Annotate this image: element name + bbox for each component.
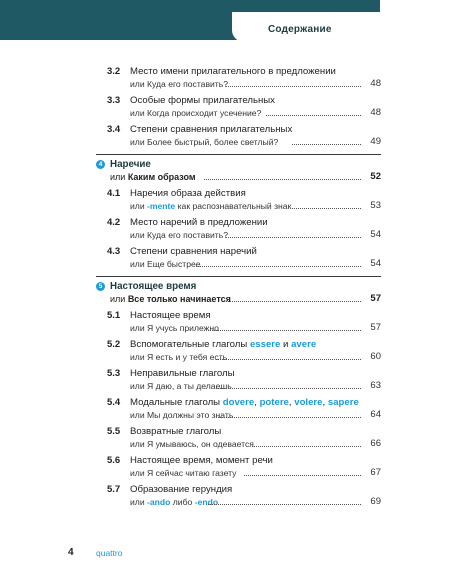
page-number: 66 <box>370 438 381 449</box>
chapter-subtitle: или Все только начинается 57 <box>110 293 381 304</box>
page-number: 67 <box>370 467 381 478</box>
toc-entry[interactable]: 5.6 Настоящее время, момент речи <box>107 455 273 466</box>
toc-entry-sub: или Я умываюсь, он одевается 66 <box>130 438 381 449</box>
toc-entry[interactable]: 5.4 Модальные глаголы dovere, potere, volere, sapere <box>107 397 359 408</box>
page-number: 69 <box>370 496 381 507</box>
toc-entry[interactable]: 5.3 Неправильные глаголы <box>107 368 235 379</box>
page-number: 54 <box>370 229 381 240</box>
table-of-contents <box>96 66 381 508</box>
toc-entry[interactable]: 5.1 Настоящее время <box>107 310 211 321</box>
chapter-badge: 4 <box>96 160 105 169</box>
chapter-heading[interactable]: 5 Настоящее время <box>96 281 381 293</box>
section-title: Содержание <box>268 24 332 35</box>
toc-entry[interactable]: 5.7 Образование герундия <box>107 484 233 495</box>
toc-entry-sub: или Я сейчас читаю газету 67 <box>130 467 381 478</box>
toc-entry-sub: или Когда происходит усечение? 48 <box>130 107 381 118</box>
chapter-badge: 5 <box>96 282 105 291</box>
page-number: 48 <box>370 78 381 89</box>
chapter-divider <box>96 276 381 277</box>
chapter-subtitle: или Каким образом 52 <box>110 171 381 182</box>
toc-entry-sub: или Еще быстрее 54 <box>130 258 381 269</box>
page-number: 63 <box>370 380 381 391</box>
page-number: 60 <box>370 351 381 362</box>
toc-entry[interactable]: 3.4 Степени сравнения прилагательных <box>107 124 293 135</box>
toc-entry[interactable]: 4.3 Степени сравнения наречий <box>107 246 257 257</box>
toc-entry-sub: или -ando либо -endo 69 <box>130 496 381 507</box>
page-number: 57 <box>370 293 381 304</box>
toc-entry-sub: или Более быстрый, более светлый? 49 <box>130 136 381 147</box>
page-number: 48 <box>370 107 381 118</box>
toc-entry-sub: или Куда его поставить? 48 <box>130 78 381 89</box>
toc-entry[interactable]: 5.2 Вспомогательные глаголы essere и avere <box>107 339 317 350</box>
toc-entry-sub: или Я даю, а ты делаешь 63 <box>130 380 381 391</box>
page-number: 54 <box>370 258 381 269</box>
toc-entry[interactable]: 4.2 Место наречий в предложении <box>107 217 268 228</box>
toc-entry[interactable]: 3.3 Особые формы прилагательных <box>107 95 275 106</box>
page-number: 53 <box>370 200 381 211</box>
toc-entry-sub: или Я учусь прилежно 57 <box>130 322 381 333</box>
footer-page-number: 4 <box>68 547 74 558</box>
toc-entry-sub: или Куда его поставить? 54 <box>130 229 381 240</box>
toc-entry[interactable]: 4.1 Наречия образа действия <box>107 188 246 199</box>
page-number: 49 <box>370 136 381 147</box>
page-number: 57 <box>370 322 381 333</box>
page-number: 52 <box>370 171 381 182</box>
toc-entry[interactable]: 3.2 Место имени прилагательного в предложении <box>107 66 336 77</box>
page-number: 64 <box>370 409 381 420</box>
chapter-heading[interactable]: 4 Наречие <box>96 159 381 171</box>
chapter-divider <box>96 154 381 155</box>
toc-entry-sub: или Я есть и у тебя есть 60 <box>130 351 381 362</box>
toc-entry[interactable]: 5.5 Возвратные глаголы <box>107 426 222 437</box>
toc-entry-sub: или -mente как распознавательный знак 53 <box>130 200 381 211</box>
toc-entry-sub: или Мы должны это знать 64 <box>130 409 381 420</box>
footer-page-word: quattro <box>96 548 123 558</box>
